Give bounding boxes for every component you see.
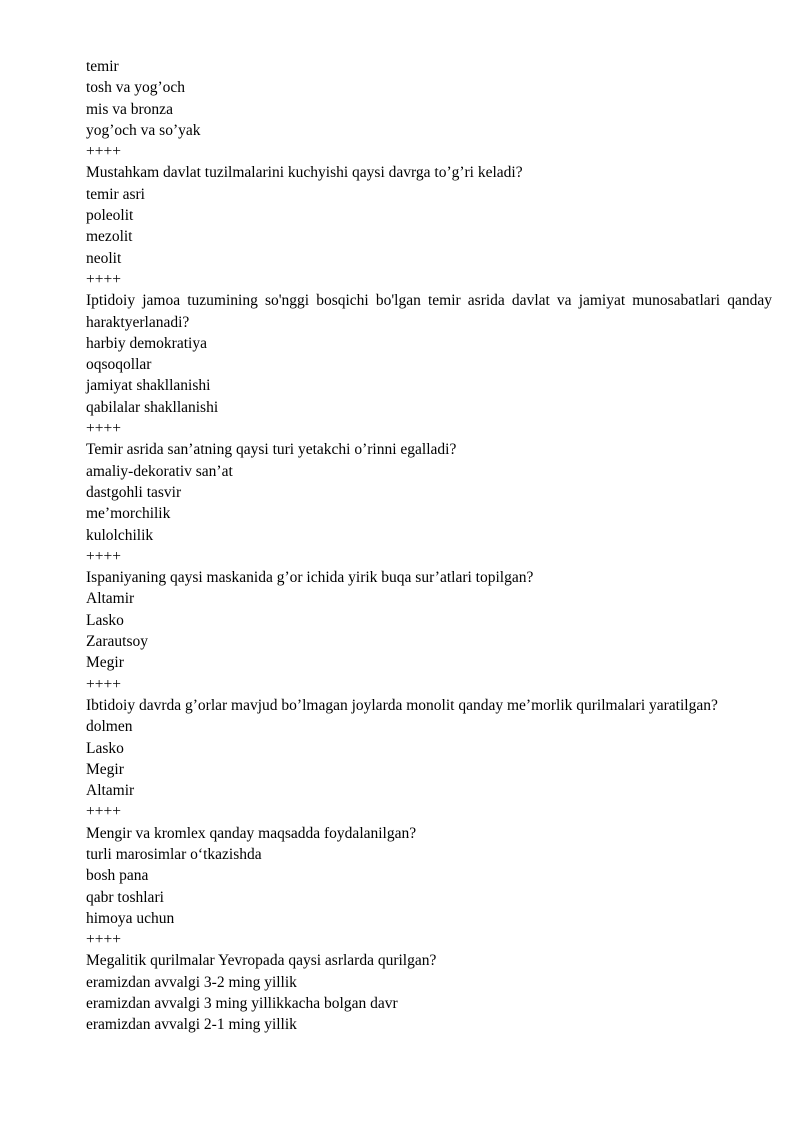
answer-option: amaliy-dekorativ san’at — [86, 462, 233, 480]
question-text: Mengir va kromlex qanday maqsadda foydalanilgan? — [86, 824, 417, 842]
question-separator: ++++ — [86, 143, 121, 161]
question-text: Mustahkam davlat tuzilmalarini kuchyishi qaysi davrga to’g’ri keladi? — [86, 164, 523, 182]
question-separator: ++++ — [86, 420, 121, 438]
answer-option: temir asri — [86, 185, 145, 203]
answer-option: Megir — [86, 654, 124, 672]
answer-option: turli marosimlar o‘tkazishda — [86, 845, 262, 863]
answer-option: Lasko — [86, 611, 124, 629]
question-separator: ++++ — [86, 547, 121, 565]
question-separator: ++++ — [86, 675, 121, 693]
question-text: Temir asrida san’atning qaysi turi yetakchi o’rinni egalladi? — [86, 441, 457, 459]
answer-option: eramizdan avvalgi 3-2 ming yillik — [86, 973, 297, 991]
answer-option: jamiyat shakllanishi — [86, 377, 211, 395]
answer-option: qabilalar shakllanishi — [86, 398, 219, 416]
answer-option: eramizdan avvalgi 3 ming yillikkacha bolgan davr — [86, 995, 398, 1013]
question-text: Ibtidoiy davrda g’orlar mavjud bo’lmagan joylarda monolit qanday me’morlik qurilmalari yaratilgan? — [86, 696, 718, 714]
answer-option: dolmen — [86, 718, 133, 736]
answer-option: Altamir — [86, 782, 135, 800]
answer-option: Altamir — [86, 590, 135, 608]
answer-option: qabr toshlari — [86, 888, 164, 906]
answer-option: Lasko — [86, 739, 124, 757]
question-separator: ++++ — [86, 803, 121, 821]
answer-option: bosh pana — [86, 867, 149, 885]
answer-option: Zarautsoy — [86, 633, 148, 651]
question-separator: ++++ — [86, 931, 121, 949]
answer-option: mis va bronza — [86, 100, 173, 118]
answer-option: oqsoqollar — [86, 356, 152, 374]
answer-option: temir — [86, 58, 119, 75]
answer-option: dastgohli tasvir — [86, 483, 182, 501]
answer-option: poleolit — [86, 207, 134, 225]
answer-option: me’morchilik — [86, 505, 171, 523]
answer-option: himoya uchun — [86, 909, 175, 927]
question-text: Iptidoiy jamoa tuzumining so'nggi bosqichi bo'lgan temir asrida davlat va jamiyat munosabatlari qanday haraktyerlanadi? — [86, 292, 772, 331]
answer-option: tosh va yog’och — [86, 79, 186, 97]
answer-option: harbiy demokratiya — [86, 334, 207, 352]
question-text: Ispaniyaning qaysi maskanida g’or ichida yirik buqa sur’atlari topilgan? — [86, 569, 534, 587]
quiz-text-body — [86, 56, 772, 1036]
answer-option: kulolchilik — [86, 526, 154, 544]
answer-option: Megir — [86, 760, 124, 778]
answer-option: neolit — [86, 249, 122, 267]
answer-option: eramizdan avvalgi 2-1 ming yillik — [86, 1016, 297, 1034]
question-text: Megalitik qurilmalar Yevropada qaysi asrlarda qurilgan? — [86, 952, 437, 970]
question-separator: ++++ — [86, 270, 121, 288]
answer-option: yog’och va so’yak — [86, 121, 201, 139]
answer-option: mezolit — [86, 228, 133, 246]
